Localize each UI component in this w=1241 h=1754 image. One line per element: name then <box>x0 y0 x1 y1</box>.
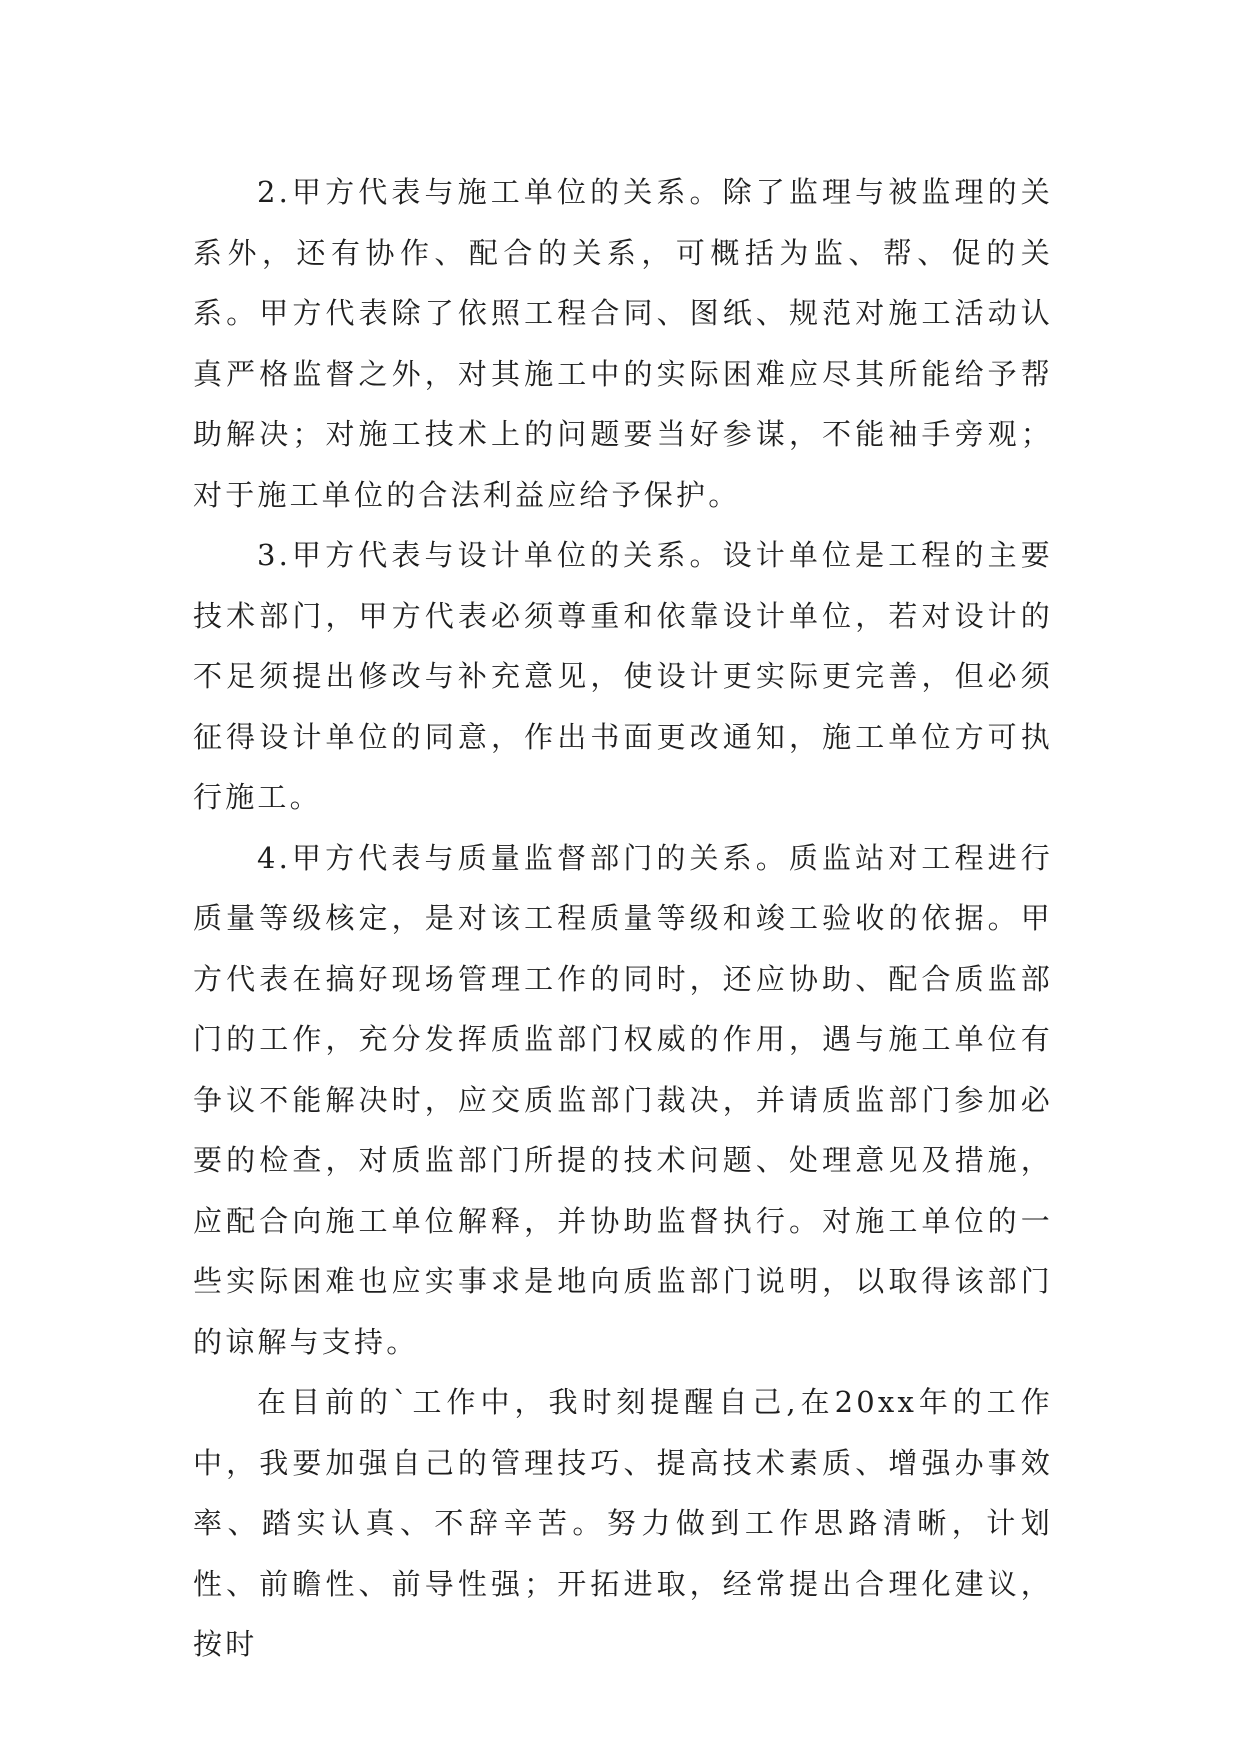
document-body <box>193 162 1053 1675</box>
paragraph-relation-design-unit: 3.甲方代表与设计单位的关系。设计单位是工程的主要技术部门，甲方代表必须尊重和依靠设计单位，若对设计的不足须提出修改与补充意见，使设计更实际更完善，但必须征得设计单位的同意，作出书面更改通知，施工单位方可执行施工。 <box>193 538 1053 814</box>
paragraph-relation-quality-supervision: 4.甲方代表与质量监督部门的关系。质监站对工程进行质量等级核定，是对该工程质量等级和竣工验收的依据。甲方代表在搞好现场管理工作的同时，还应协助、配合质监部门的工作，充分发挥质监部门权威的作用，遇与施工单位有争议不能解决时，应交质监部门裁决，并请质监部门参加必要的检查，对质监部门所提的技术问题、处理意见及措施，应配合向施工单位解释，并协助监督执行。对施工单位的一些实际困难也应实事求是地向质监部门说明，以取得该部门的谅解与支持。 <box>193 840 1053 1359</box>
paragraph-relation-construction-unit: 2.甲方代表与施工单位的关系。除了监理与被监理的关系外，还有协作、配合的关系，可概括为监、帮、促的关系。甲方代表除了依照工程合同、图纸、规范对施工活动认真严格监督之外，对其施工中的实际困难应尽其所能给予帮助解决；对施工技术上的问题要当好参谋，不能袖手旁观；对于施工单位的合法利益应给予保护。 <box>193 175 1053 512</box>
paragraph-work-plan: 在目前的`工作中，我时刻提醒自己,在20xx年的工作中，我要加强自己的管理技巧、提高技术素质、增强办事效率、踏实认真、不辞辛苦。努力做到工作思路清晰，计划性、前瞻性、前导性强；开拓进取，经常提出合理化建议，按时 <box>193 1385 1053 1661</box>
